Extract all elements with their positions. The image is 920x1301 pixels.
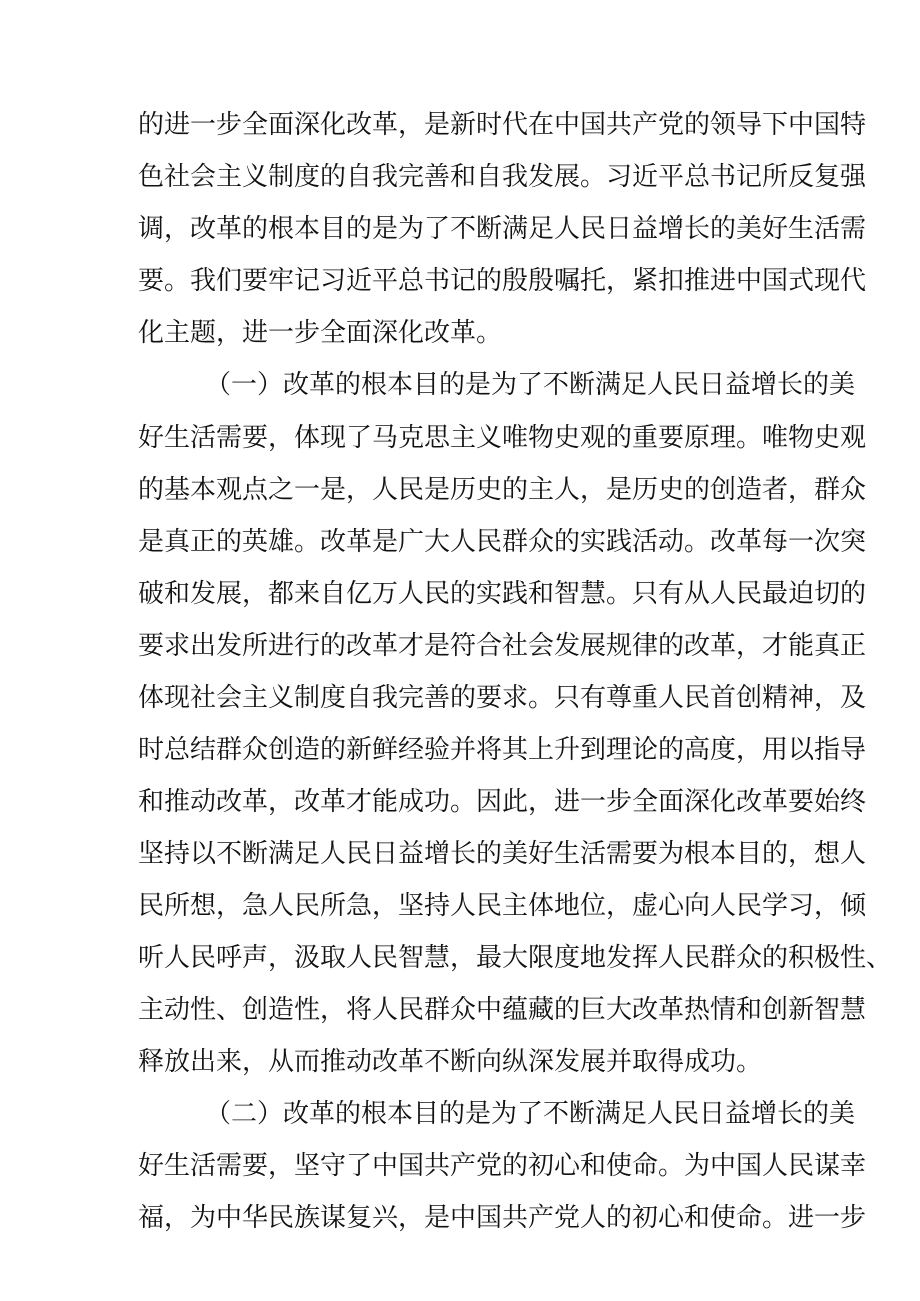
text-line: 坚持以不断满足人民日益增长的美好生活需要为根本目的，想人 bbox=[138, 839, 867, 869]
text-line: 好生活需要，坚守了中国共产党的初心和使命。为中国人民谋幸 bbox=[138, 1151, 867, 1181]
text-line: 体现社会主义制度自我完善的要求。只有尊重人民首创精神，及 bbox=[138, 683, 867, 713]
text-line: 的进一步全面深化改革，是新时代在中国共产党的领导下中国特 bbox=[138, 110, 867, 140]
text-line: 要。我们要牢记习近平总书记的殷殷嘱托，紧扣推进中国式现代 bbox=[138, 266, 867, 296]
text-line: 时总结群众创造的新鲜经验并将其上升到理论的高度，用以指导 bbox=[138, 735, 867, 765]
text-line: 听人民呼声，汲取人民智慧，最大限度地发挥人民群众的积极性、 bbox=[138, 943, 893, 973]
text-line: 化主题，进一步全面深化改革。 bbox=[138, 318, 503, 348]
text-line: 福，为中华民族谋复兴，是中国共产党人的初心和使命。进一步 bbox=[138, 1203, 867, 1233]
text-line: 和推动改革，改革才能成功。因此，进一步全面深化改革要始终 bbox=[138, 787, 867, 817]
section-heading-line: （一）改革的根本目的是为了不断满足人民日益增长的美 bbox=[205, 370, 856, 400]
text-line: 色社会主义制度的自我完善和自我发展。习近平总书记所反复强 bbox=[138, 162, 867, 192]
text-line: 是真正的英雄。改革是广大人民群众的实践活动。改革每一次突 bbox=[138, 527, 867, 557]
text-line: 好生活需要，体现了马克思主义唯物史观的重要原理。唯物史观 bbox=[138, 423, 867, 453]
text-line: 民所想，急人民所急，坚持人民主体地位，虚心向人民学习，倾 bbox=[138, 891, 867, 921]
section-heading-line: （二）改革的根本目的是为了不断满足人民日益增长的美 bbox=[205, 1099, 856, 1129]
text-line: 调，改革的根本目的是为了不断满足人民日益增长的美好生活需 bbox=[138, 214, 867, 244]
text-line: 要求出发所进行的改革才是符合社会发展规律的改革，才能真正 bbox=[138, 631, 867, 661]
text-line: 主动性、创造性，将人民群众中蕴藏的巨大改革热情和创新智慧 bbox=[138, 995, 867, 1025]
text-line: 释放出来，从而推动改革不断向纵深发展并取得成功。 bbox=[138, 1047, 763, 1077]
text-line: 破和发展，都来自亿万人民的实践和智慧。只有从人民最迫切的 bbox=[138, 579, 867, 609]
text-line: 的基本观点之一是，人民是历史的主人，是历史的创造者，群众 bbox=[138, 475, 867, 505]
